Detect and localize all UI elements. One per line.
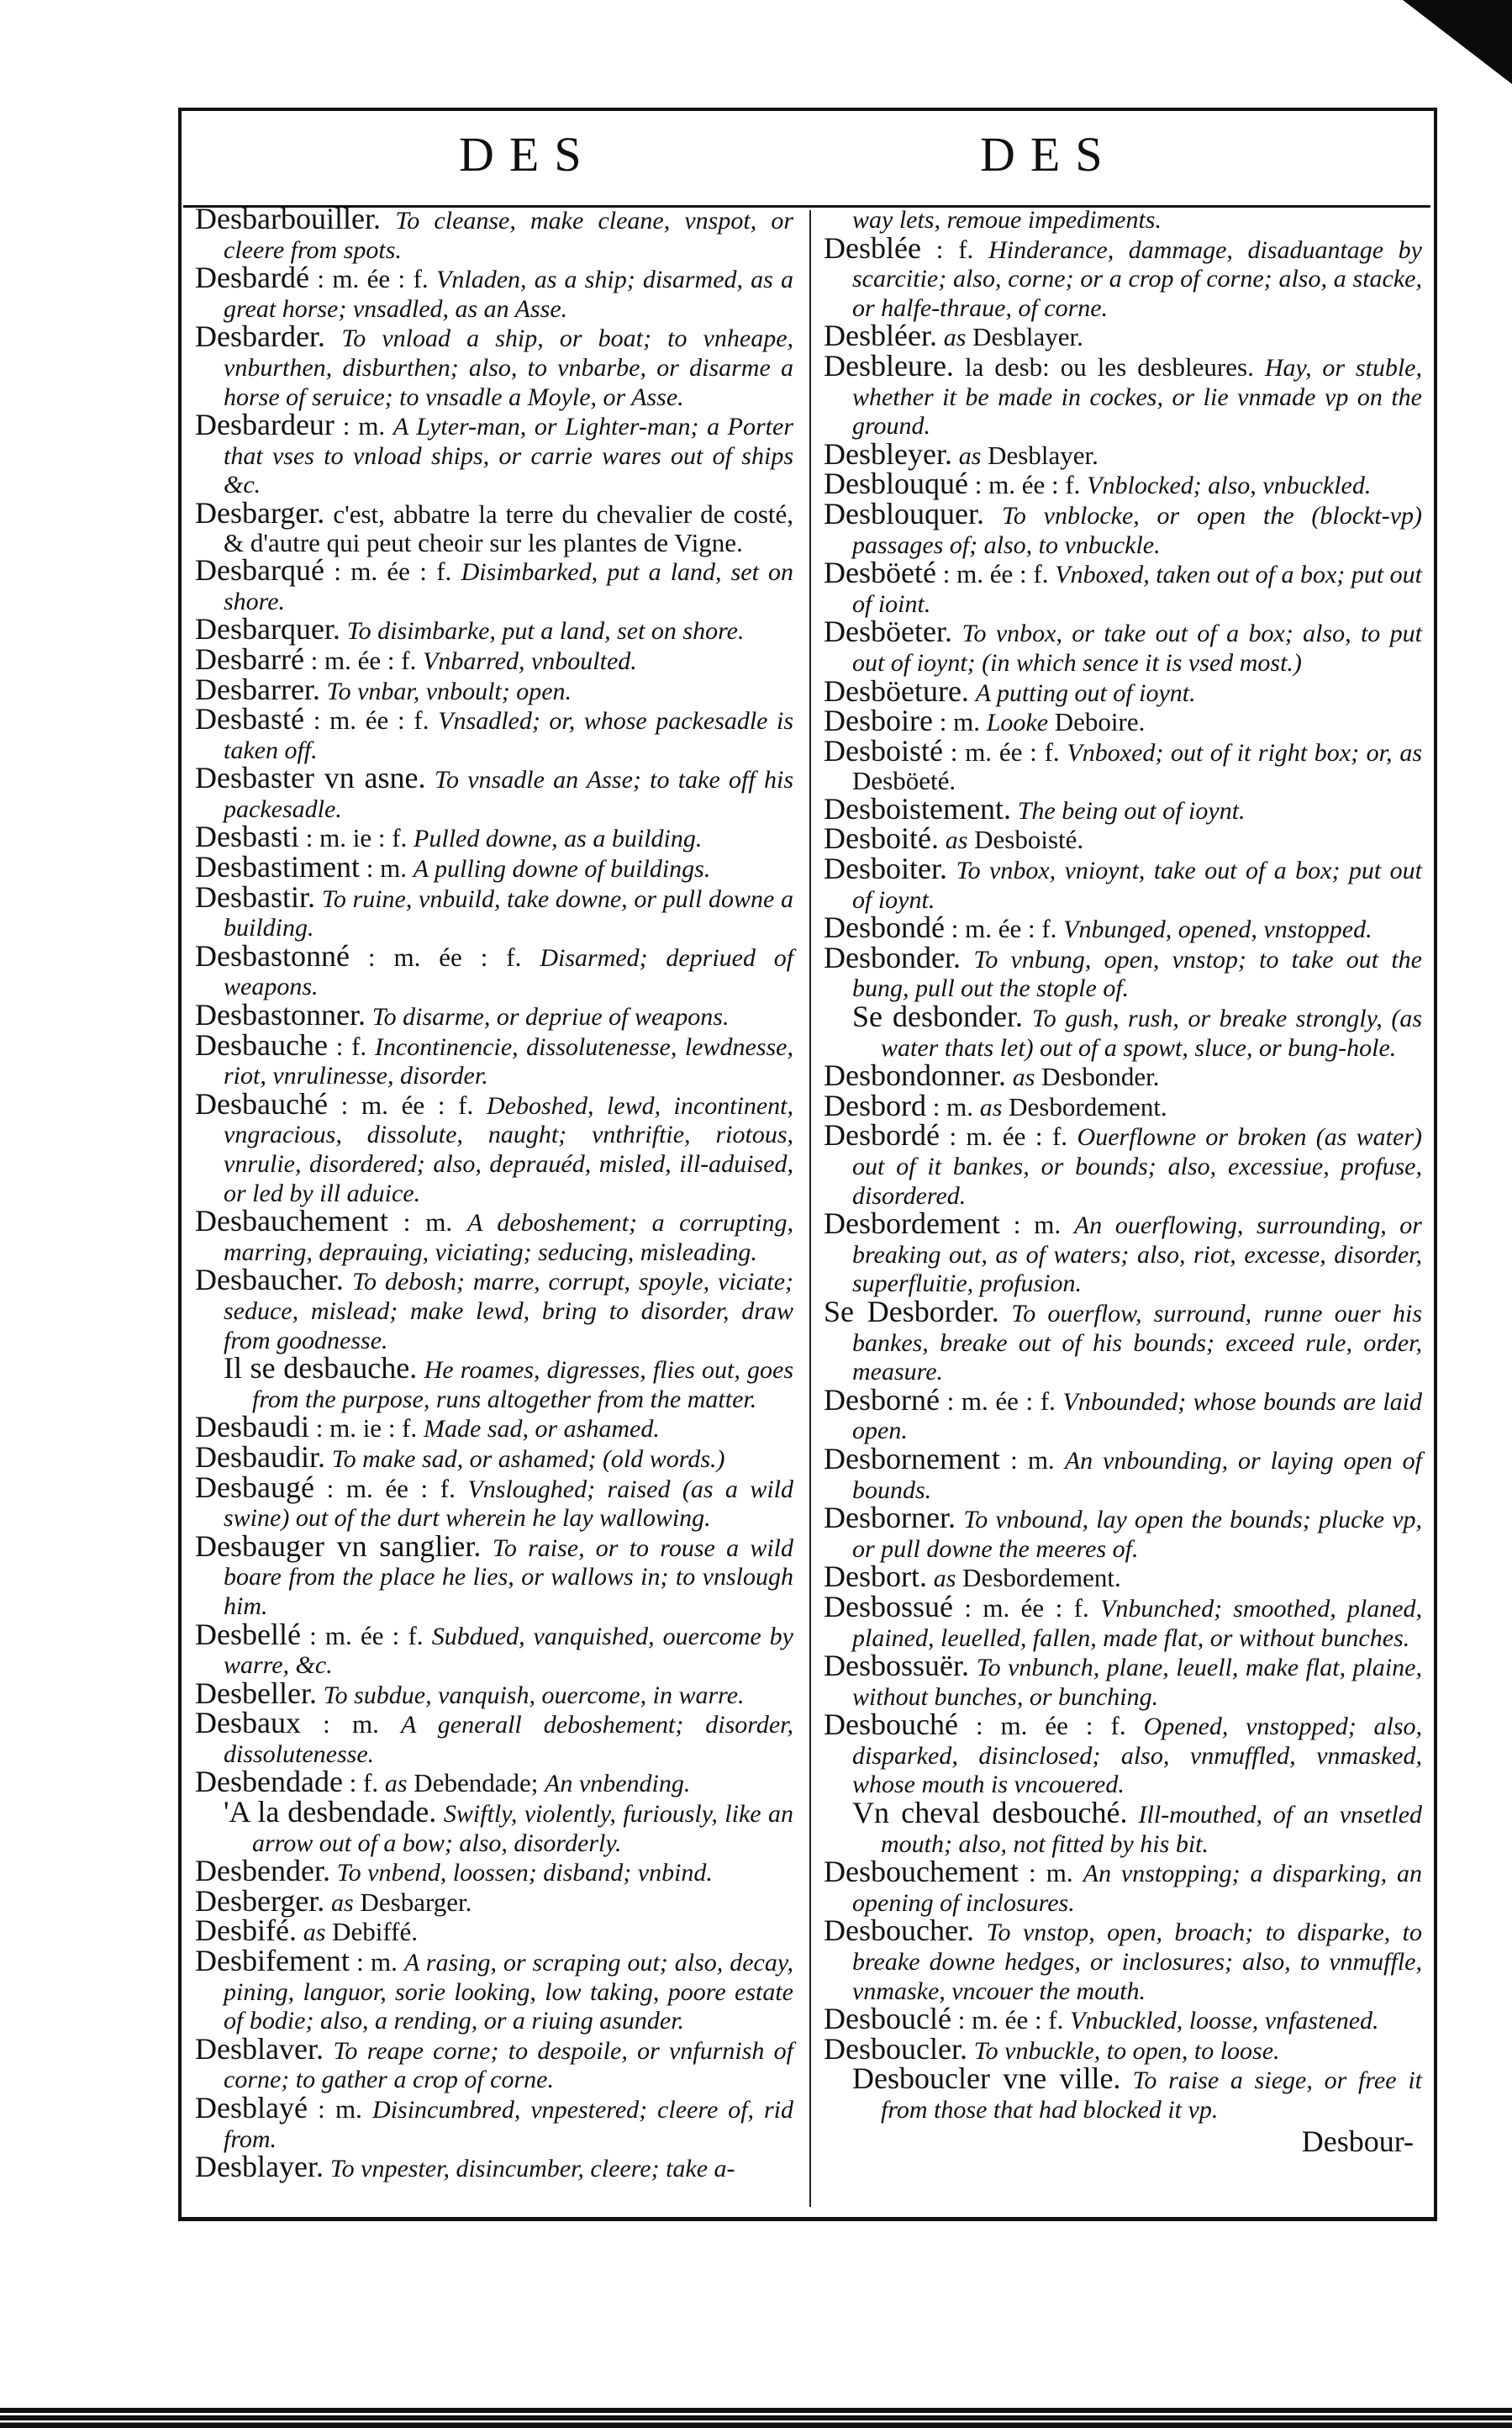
definition: To make sad, or ashamed; (old words.) — [331, 1444, 725, 1473]
definition: as — [1012, 1064, 1035, 1092]
headword: Desbardeur — [195, 408, 335, 442]
dictionary-entry — [195, 2150, 793, 2184]
headword: Desbastonner. — [195, 998, 366, 1032]
cross-reference: Debendade; — [414, 1768, 539, 1798]
definition: To gush, rush, or breake strongly, (as water thats let) out of a spowt, sluce, or bung-hole. — [881, 1005, 1423, 1062]
dictionary-entry — [195, 1410, 793, 1444]
dictionary-entry — [195, 408, 794, 499]
running-head-right: DES — [980, 127, 1118, 182]
grammar-note: : m. ée : f. — [949, 1122, 1068, 1152]
headword: Desbastiment — [195, 850, 360, 884]
dictionary-entry — [195, 672, 793, 706]
grammar-note: : m. — [403, 1207, 453, 1238]
headword: Desblée — [824, 230, 921, 265]
headword: Desboiter. — [824, 852, 947, 886]
definition: To disimbarke, put a land, set on shore. — [346, 617, 745, 646]
dictionary-entry — [195, 1439, 793, 1474]
dictionary-entry — [195, 641, 793, 676]
definition: Vnblocked; also, vnbuckled. — [1087, 472, 1372, 500]
definition: To vnsadle an Asse; to take off his packesadle. — [224, 766, 794, 823]
definition: Made sad, or ashamed. — [424, 1415, 660, 1444]
definition: A Lyter-man, or Lighter-man; a Porter that vses to vnload ships, or carrie wares out of ships &c. — [224, 413, 794, 499]
definition: Ill-mouthed, of an vnsetled mouth; also, not fitted by his bit. — [881, 1801, 1423, 1858]
definition: as — [979, 1093, 1003, 1122]
definition: Vnsadled; or, whose packesadle is taken off. — [224, 707, 794, 764]
headword: Desbarbouiller. — [195, 202, 381, 235]
dictionary-entry — [195, 1676, 793, 1710]
headword: Desbaux — [195, 1706, 301, 1740]
definition: To vnbar, vnboult; open. — [326, 677, 572, 705]
dictionary-entry — [195, 1854, 793, 1888]
headword: Desbouclé — [824, 2002, 951, 2036]
definition: Vnladen, as a ship; disarmed, as a great horse; vnsadled, as an Asse. — [224, 266, 793, 323]
dictionary-entry — [195, 761, 794, 823]
definition: Deboshed, lewd, incontinent, vngracious, dissolute, naught; vnthriftie, riotous, vnrulie, disordered; also, deprauéd, misled, ill-aduised, or led by ill aduice. — [224, 1091, 794, 1207]
definition: To vnbox, vnioynt, take out of a box; put out of ioynt. — [852, 857, 1422, 914]
headword: Desbarré — [195, 641, 304, 676]
definition: Subdued, vanquished, ouercome by warre, &c. — [224, 1622, 793, 1680]
headword: Desbossué — [824, 1589, 953, 1623]
grammar-note: : m. ée : f. — [975, 1711, 1126, 1741]
headword: Desberger. — [195, 1883, 325, 1918]
grammar-note: : m. — [1013, 1210, 1062, 1240]
headword: Desbendade — [195, 1765, 343, 1799]
cross-reference: Desbordement. — [1009, 1091, 1167, 1122]
dictionary-entry — [824, 910, 1422, 945]
headword: Desbaudir. — [195, 1439, 325, 1474]
grammar-note: : m. — [939, 707, 980, 737]
grammar-note: : f. — [935, 234, 974, 264]
dictionary-entry — [195, 1883, 793, 1918]
headword: Desboucler. — [824, 2031, 967, 2066]
grammar-note: : m. — [1010, 1444, 1055, 1475]
headword: Vn cheval desbouché. — [852, 1796, 1128, 1830]
definition: To vnbox, or take out of a box; also, to put out of ioynt; (in which sence it is vsed most.) — [852, 620, 1422, 677]
headword: Desbaugé — [195, 1470, 314, 1504]
dictionary-entry — [195, 1528, 794, 1621]
definition: Looke — [986, 709, 1049, 737]
headword: Desbauché — [195, 1086, 328, 1121]
definition: Hay, or stuble, whether it be made in cockes, or lie vnmade vp on the ground. — [852, 353, 1422, 441]
dictionary-entry — [195, 2091, 794, 2153]
dictionary-entry — [824, 1088, 1422, 1122]
dictionary-entry — [824, 1058, 1422, 1093]
grammar-note: : m. ée : f. — [942, 559, 1049, 589]
headword: Desbarrer. — [195, 672, 320, 706]
grammar-note: : m. ée : f. — [974, 470, 1081, 500]
headword: Desböeture. — [824, 673, 969, 708]
definition: An vnbounding, or laying open of bounds. — [852, 1446, 1423, 1504]
definition: as — [384, 1770, 408, 1798]
cross-reference: Desbarger. — [360, 1887, 472, 1917]
grammar-note: : m. ée : f. — [946, 1386, 1056, 1416]
headword: Desbifé. — [195, 1913, 297, 1948]
sub-entry — [824, 2061, 1422, 2124]
definition-continued: An vnbending. — [545, 1770, 691, 1798]
headword: Desbaster vn asne. — [195, 761, 426, 795]
definition: Pulled downe, as a building. — [414, 825, 703, 853]
definition: Disimbarked, put a land, set on shore. — [224, 558, 794, 615]
running-head — [182, 118, 1430, 203]
headword: Desbleure. — [824, 348, 954, 383]
running-head-left: DES — [459, 127, 597, 182]
headword: Desbastir. — [195, 879, 315, 914]
dictionary-entry — [824, 673, 1422, 708]
dictionary-entry — [824, 733, 1422, 796]
dictionary-entry — [195, 319, 794, 411]
grammar-note: : m. ée : f. — [310, 645, 417, 675]
grammar-note: : m. — [366, 853, 407, 884]
definition: To vnstop, open, broach; to disparke, to breake downe hedges, or inclosures; also, to vnmuffle, vnmaske, vncouer the mouth. — [852, 1919, 1422, 2005]
definition: Disincumbred, vnpestered; cleere of, rid from. — [224, 2096, 794, 2153]
dictionary-entry — [195, 1470, 793, 1533]
dictionary-entry — [195, 1617, 793, 1680]
dictionary-entry — [824, 1294, 1423, 1386]
definition: Swiftly, violently, furiously, like an arrow out of a bow; also, disorderly. — [252, 1800, 794, 1857]
definition: To subdue, vanquish, ouercome, in warre. — [323, 1681, 745, 1709]
grammar-note: : m. ée : f. — [964, 1592, 1089, 1623]
entry-continuation — [824, 205, 1422, 235]
headword: Desbleyer. — [824, 436, 952, 471]
definition: Vnbunched; smoothed, planed, plained, leuelled, fallen, made flat, or without bunches. — [852, 1594, 1423, 1652]
headword: Desbardé — [195, 261, 309, 295]
dictionary-entry — [195, 820, 793, 854]
headword: Desbender. — [195, 1854, 330, 1888]
definition: Hinderance, dammage, disaduantage by scarcitie; also, corne; or a crop of corne; also, a stacke, or halfe-thraue, of corne. — [852, 235, 1422, 322]
headword: Desbordé — [824, 1118, 940, 1153]
dictionary-entry — [824, 2002, 1422, 2036]
headword: Desboucher. — [824, 1913, 974, 1948]
dictionary-entry — [195, 495, 794, 557]
definition: To raise, or to rouse a wild boare from the place he lies, or wallows in; to vnslough him. — [224, 1533, 794, 1620]
definition: To debosh; marre, corrupt, spoyle, viciate; seduce, mislead; make lewd, bring to disorder, draw from goodnesse. — [224, 1268, 793, 1354]
headword: Desbasté — [195, 702, 304, 736]
definition: Vnsloughed; raised (as a wild swine) out of the durt wherein he lay wallowing. — [224, 1475, 793, 1533]
grammar-note: : m. — [318, 2094, 362, 2124]
definition: Opened, vnstopped; also, disparked, disinclosed; also, vnmuffled, vnmasked, whose mouth is vncouered. — [852, 1713, 1423, 1799]
grammar-note: : m. ée : f. — [951, 914, 1057, 944]
dictionary-entry — [824, 1589, 1423, 1652]
cross-reference-2: Desböeté. — [852, 766, 956, 796]
definition: To vnbung, open, vnstop; to take out the bung, pull out the stople of. — [852, 945, 1422, 1003]
dictionary-entry — [824, 1501, 1423, 1563]
headword: Desblayer. — [195, 2150, 324, 2184]
headword: Desbondé — [824, 910, 945, 945]
definition: Ouerflowne or broken (as water) out of it bankes, or bounds; also, excessiue, profuse, disordered. — [852, 1123, 1422, 1210]
grammar-note: : m. — [1029, 1858, 1073, 1888]
headword: Desbarquer. — [195, 612, 340, 647]
definition: To vnpester, disincumber, cleere; take a- — [329, 2155, 735, 2183]
dictionary-entry — [824, 1708, 1423, 1799]
dictionary-entry — [195, 553, 794, 615]
dictionary-entry — [824, 1118, 1422, 1210]
definition: A generall deboshement; disorder, dissolutenesse. — [224, 1711, 794, 1768]
headword: Desbauger vn sanglier. — [195, 1528, 482, 1563]
dictionary-entry — [824, 556, 1423, 618]
grammar-note: : m. ée : f. — [334, 557, 452, 587]
dictionary-entry — [824, 436, 1422, 471]
headword: Desboucler vne ville. — [852, 2061, 1121, 2096]
grammar-note: : m. ée : f. — [340, 1090, 474, 1120]
headword: Desblouqué — [824, 467, 968, 501]
headword: Se Desborder. — [824, 1294, 999, 1328]
dictionary-entry — [195, 261, 793, 323]
grammar-note: la desb: ou les desbleures. — [964, 351, 1254, 382]
dictionary-entry — [195, 1706, 794, 1768]
grammar-note: : m. ée : f. — [950, 736, 1060, 767]
definition: An vnstopping; a disparking, an opening of inclosures. — [852, 1860, 1422, 1917]
definition: A pulling downe of buildings. — [413, 855, 711, 884]
definition: Vnbarred, vnboulted. — [423, 647, 637, 675]
cross-reference: Desbonder. — [1041, 1062, 1160, 1092]
cross-reference: Deboire. — [1054, 707, 1146, 737]
definition: To vnbend, loossen; disband; vnbind. — [336, 1859, 713, 1887]
headword: Desbastonné — [195, 938, 350, 973]
definition: Vnboxed; out of it right box; or, — [1067, 738, 1393, 767]
cross-reference: Desblayer. — [988, 440, 1098, 470]
dictionary-entry — [195, 2031, 793, 2094]
definition: as — [945, 826, 968, 855]
definition: as — [303, 1919, 326, 1947]
cross-reference: Debiffé. — [332, 1917, 419, 1947]
headword: 'A la desbendade. — [224, 1795, 437, 1829]
dictionary-entry — [824, 496, 1423, 559]
definition: To ruine, vnbuild, take downe, or pull downe a building. — [224, 884, 794, 942]
definition: To disarme, or depriue of weapons. — [371, 1003, 730, 1032]
dictionary-entry — [824, 2031, 1422, 2066]
sub-entry — [824, 1796, 1423, 1858]
grammar-note: : m. ée : f. — [317, 264, 429, 294]
headword: Desborné — [824, 1382, 940, 1417]
headword: Desbauchement — [195, 1204, 388, 1238]
definition-continued: as — [1399, 738, 1422, 767]
definition: To ouerflow, surround, runne ouer his bankes, breake out of his bounds; exceed rule, order, measure. — [852, 1299, 1423, 1386]
grammar-note: : m. — [932, 1091, 973, 1122]
dictionary-entry — [195, 612, 793, 647]
grammar-note: c'est, abbatre la terre du chevalier de costé, & d'autre qui peut cheoir sur les plantes de Vigne. — [224, 499, 794, 557]
definition: Vnboxed, taken out of a box; put out of ioint. — [852, 561, 1423, 618]
definition: way lets, remoue impediments. — [852, 206, 1162, 234]
headword: Desbossuër. — [824, 1649, 969, 1683]
dictionary-entry — [824, 1206, 1422, 1298]
definition: An ouerflowing, surrounding, or breaking out, as of waters; also, riot, excesse, disorder, superfluitie, profusion. — [852, 1211, 1422, 1298]
dictionary-entry — [195, 1263, 793, 1354]
cross-reference: Desbordement. — [962, 1563, 1121, 1593]
catchword: Desbour- — [1301, 2124, 1414, 2158]
definition: To raise a siege, or free it from those that had blocked it vp. — [881, 2066, 1422, 2124]
definition: To vnload a ship, or boat; to vnheape, vnburthen, disburthen; also, to vnbarbe, or disarme a horse of seruice; to vnsadle a Moyle, or Asse. — [224, 325, 794, 411]
dictionary-entry — [195, 1086, 794, 1207]
dictionary-entry — [195, 879, 794, 942]
right-column — [824, 205, 1422, 2156]
headword: Desbarger. — [195, 495, 325, 530]
headword: Desboistement. — [824, 791, 1011, 826]
dictionary-entry — [824, 319, 1422, 353]
definition: Disarmed; depriued of weapons. — [224, 943, 794, 1001]
definition: as — [331, 1888, 354, 1917]
headword: Desböeté — [824, 556, 936, 590]
headword: Il se desbauche. — [224, 1351, 418, 1386]
grammar-note: : m. — [342, 411, 386, 441]
headword: Desblouquer. — [824, 496, 984, 530]
dictionary-entry — [195, 202, 793, 264]
definition: To reape corne; to despoile, or vnfurnish of corne; to gather a crop of corne. — [224, 2036, 793, 2094]
dictionary-entry — [195, 938, 794, 1001]
grammar-note: : f. — [335, 1031, 367, 1061]
headword: Desbouché — [824, 1708, 958, 1742]
headword: Desbauche — [195, 1027, 328, 1062]
definition: Vnbuckled, loosse, vnfastened. — [1070, 2007, 1379, 2035]
headword: Desboisté — [824, 733, 943, 768]
headword: Desbeller. — [195, 1676, 317, 1710]
sub-entry — [195, 1795, 794, 1857]
left-column — [195, 202, 794, 2184]
headword: Se desbonder. — [852, 1000, 1024, 1034]
dictionary-entry — [824, 852, 1422, 914]
headword: Desbarqué — [195, 553, 324, 588]
headword: Desbouchement — [824, 1855, 1019, 1889]
definition: as — [943, 324, 967, 352]
headword: Desbondonner. — [824, 1058, 1006, 1093]
dictionary-entry — [195, 1944, 793, 2035]
grammar-note: : m. ée : f. — [367, 942, 522, 972]
headword: Desboité. — [824, 821, 939, 856]
headword: Desbonder. — [824, 940, 961, 974]
dictionary-entry — [195, 998, 793, 1032]
dictionary-entry — [824, 940, 1422, 1003]
definition: Incontinencie, dissolutenesse, lewdnesse, riot, vnrulinesse, disorder. — [224, 1032, 793, 1090]
headword: Desbasti — [195, 820, 299, 854]
headword: Desbort. — [824, 1560, 927, 1594]
definition: To vnblocke, or open the (blockt-vp) passages of; also, to vnbuckle. — [852, 501, 1423, 559]
dictionary-entry — [824, 1855, 1422, 1917]
grammar-note: : m. — [356, 1947, 398, 1977]
definition: To cleanse, make cleane, vnspot, or cleere from spots. — [224, 207, 793, 264]
grammar-note: : m. ée : f. — [957, 2005, 1064, 2035]
dictionary-entry — [824, 348, 1422, 441]
dictionary-entry — [824, 1913, 1422, 2005]
column-divider — [809, 210, 811, 2207]
headword: Desbléer. — [824, 319, 937, 353]
grammar-note: : m. ie : f. — [305, 823, 408, 853]
dictionary-entry — [195, 850, 793, 884]
definition: as — [958, 441, 982, 470]
dictionary-entry — [824, 821, 1422, 856]
grammar-note: : m. — [323, 1709, 379, 1739]
headword: Desbaudi — [195, 1410, 309, 1444]
scan-edge-band — [0, 2403, 1512, 2428]
grammar-note: : m. ée : f. — [309, 1620, 424, 1650]
definition: A deboshement; a corrupting, marring, deprauing, viciating; seducing, misleading. — [224, 1209, 794, 1266]
cross-reference: Desboisté. — [974, 825, 1084, 855]
headword: Desbord — [824, 1088, 926, 1122]
dictionary-entry — [195, 1204, 794, 1266]
headword: Desblayé — [195, 2091, 308, 2124]
sub-entry — [195, 1351, 794, 1413]
dictionary-entry — [824, 230, 1422, 323]
definition: A rasing, or scraping out; also, decay, pining, languor, sorie looking, low taking, poore estate of bodie; also, a rending, or a riuing asunder. — [224, 1949, 793, 2035]
headword: Desbifement — [195, 1944, 350, 1978]
dictionary-entry — [824, 704, 1422, 738]
grammar-note: : m. ée : f. — [326, 1473, 456, 1503]
grammar-note: : m. ée : f. — [313, 705, 429, 736]
dictionary-entry — [195, 702, 794, 764]
definition: To vnbuckle, to open, to loose. — [973, 2036, 1280, 2065]
grammar-note: : f. — [349, 1768, 379, 1798]
cross-reference: Desblayer. — [972, 322, 1083, 352]
definition: as — [933, 1565, 956, 1593]
dictionary-entry — [824, 1649, 1423, 1711]
headword: Desböeter. — [824, 615, 952, 649]
headword: Desbornement — [824, 1441, 1000, 1475]
headword: Desbellé — [195, 1617, 301, 1651]
grammar-note: : m. ie : f. — [315, 1413, 418, 1444]
dictionary-entry — [824, 615, 1422, 677]
headword: Desbordement — [824, 1206, 1000, 1241]
definition: He roames, digresses, flies out, goes from the purpose, runs altogether from the matter. — [252, 1356, 794, 1413]
sub-entry — [824, 1000, 1423, 1062]
dictionary-entry — [824, 1441, 1423, 1504]
dictionary-entry — [824, 1382, 1422, 1445]
headword: Desbaucher. — [195, 1263, 344, 1297]
headword: Desboire — [824, 704, 933, 738]
definition: To vnbunch, plane, leuell, make flat, plaine, without bunches, or bunching. — [852, 1654, 1423, 1711]
dictionary-entry — [824, 791, 1422, 826]
headword: Desblaver. — [195, 2031, 324, 2066]
definition: A putting out of ioynt. — [975, 678, 1196, 707]
definition: Vnbounded; whose bounds are laid open. — [852, 1387, 1422, 1445]
scan-corner-shadow — [1403, 0, 1512, 84]
headword: Desborner. — [824, 1501, 956, 1535]
definition: To vnbound, lay open the bounds; plucke vp, or pull downe the meeres of. — [852, 1506, 1423, 1563]
dictionary-entry — [195, 1913, 793, 1948]
dictionary-entry — [195, 1027, 793, 1090]
dictionary-entry — [824, 1560, 1422, 1594]
headword: Desbarder. — [195, 319, 325, 354]
definition: Vnbunged, opened, vnstopped. — [1063, 916, 1372, 944]
definition: The being out of ioynt. — [1017, 796, 1246, 825]
dictionary-entry — [195, 1765, 793, 1799]
dictionary-entry — [824, 467, 1422, 501]
